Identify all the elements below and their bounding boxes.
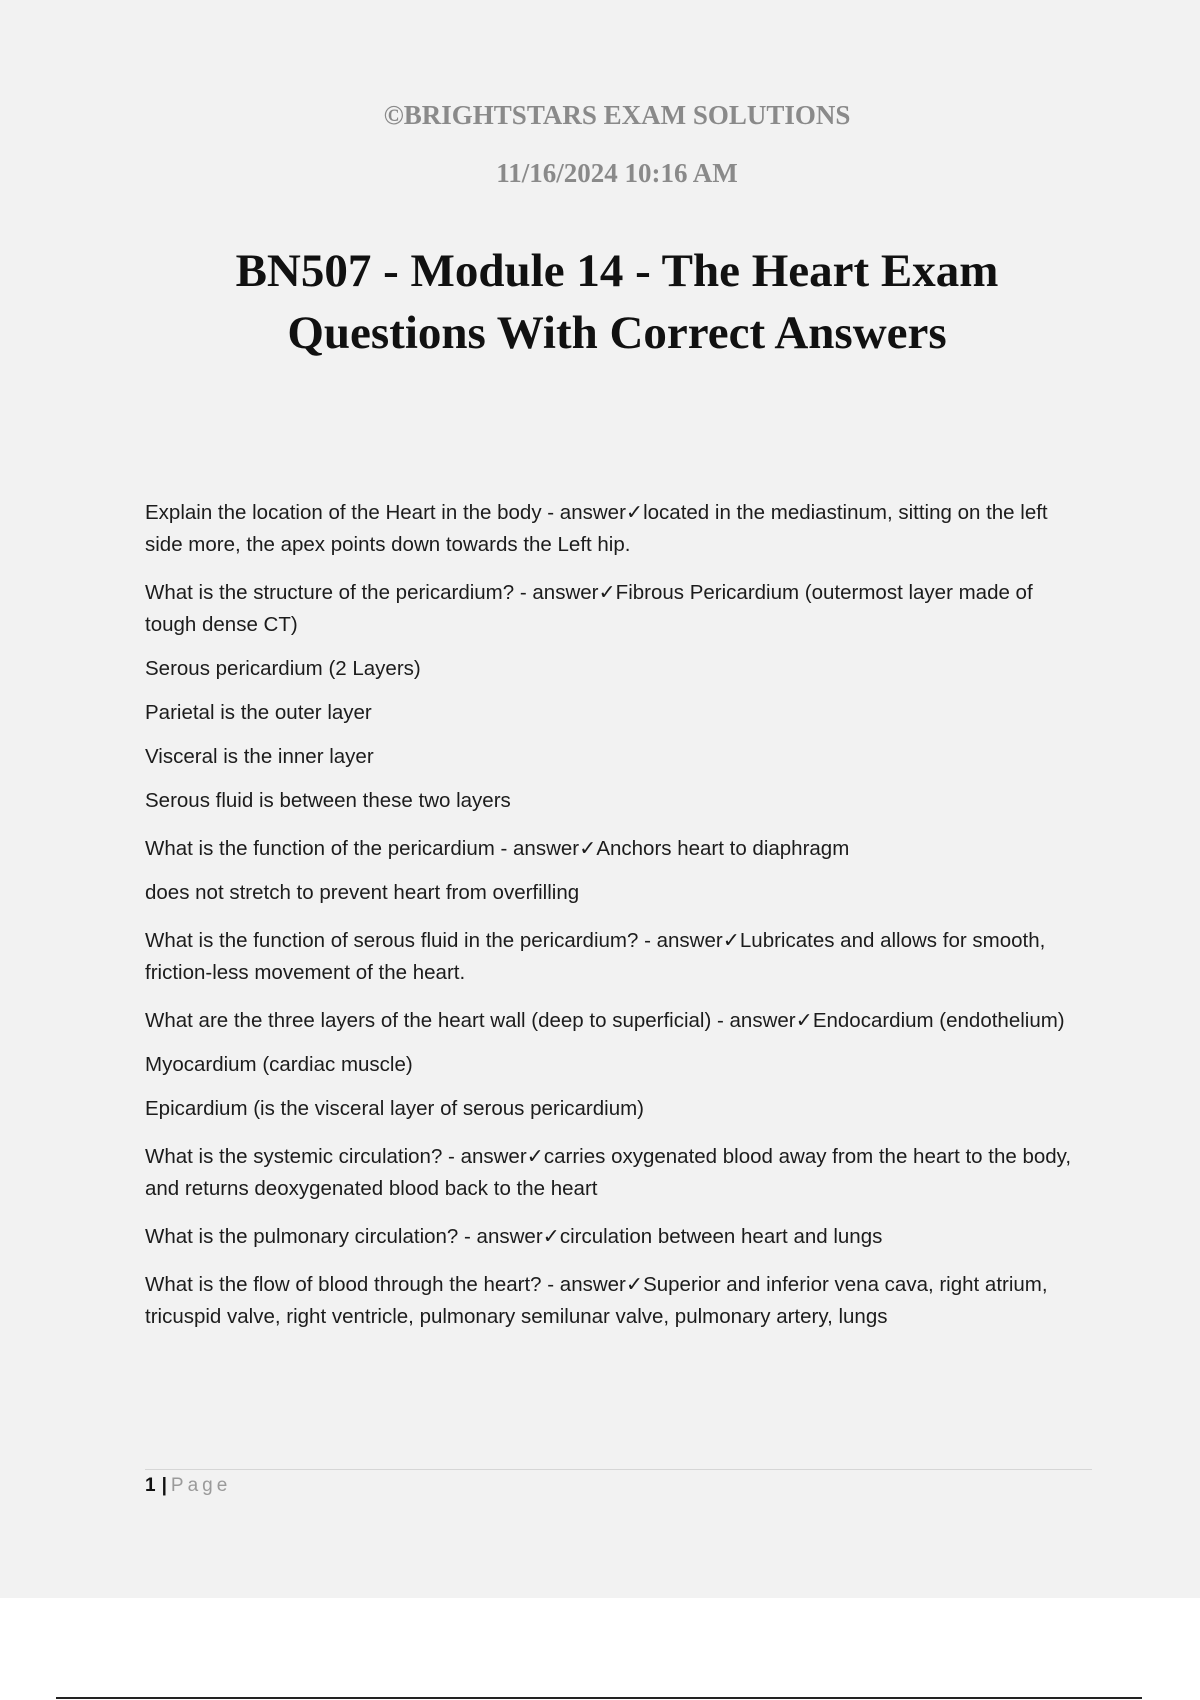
document-title: BN507 - Module 14 - The Heart Exam Questions With Correct Answers	[235, 245, 999, 359]
qa-list	[145, 496, 1075, 1348]
checkmark-icon: ✓	[795, 1008, 813, 1032]
next-page-divider	[56, 1697, 1142, 1699]
page-footer	[145, 1472, 231, 1500]
checkmark-icon: ✓	[542, 1224, 560, 1248]
answer-text: Superior and inferior vena cava, right atrium, tricuspid valve, right ventricle, pulmonary semilunar valve, pulmonary artery, lungs	[145, 1273, 1048, 1328]
qa-item	[145, 1220, 1075, 1253]
checkmark-icon: ✓	[598, 580, 616, 604]
answer-text: carries oxygenated blood away from the heart to the body, and returns deoxygenated blood back to the heart	[145, 1145, 1072, 1200]
answer-text: Anchors heart to diaphragm	[596, 837, 850, 860]
qa-item	[145, 832, 1075, 865]
qa-continuation-line: Serous fluid is between these two layers	[145, 789, 511, 812]
answer-text: Fibrous Pericardium (outermost layer made of tough dense CT)	[145, 581, 1033, 636]
question-text: What is the flow of blood through the heart?	[145, 1273, 542, 1296]
qa-item	[145, 1268, 1075, 1333]
qa-item	[145, 924, 1075, 989]
qa-item	[145, 496, 1075, 561]
question-text: What is the structure of the pericardium?	[145, 581, 515, 604]
checkmark-icon: ✓	[526, 1144, 544, 1168]
answer-marker: - answer	[711, 1009, 796, 1032]
qa-continuation-line: Epicardium (is the visceral layer of serous pericardium)	[145, 1097, 645, 1120]
question-text: What is the systemic circulation?	[145, 1145, 443, 1168]
footer-divider	[145, 1469, 1092, 1470]
qa-item	[145, 1004, 1075, 1037]
qa-continuation-line: Parietal is the outer layer	[145, 701, 372, 724]
page-separator: |	[161, 1475, 167, 1496]
answer-text: Endocardium (endothelium)	[812, 1009, 1065, 1032]
page-label: Page	[170, 1475, 232, 1496]
qa-continuation-line: Myocardium (cardiac muscle)	[145, 1053, 413, 1076]
answer-marker: - answer	[541, 501, 626, 524]
question-text: What is the function of the pericardium	[145, 837, 495, 860]
answer-marker: - answer	[638, 929, 723, 952]
answer-marker: - answer	[541, 1273, 626, 1296]
answer-marker: - answer	[458, 1225, 543, 1248]
question-text: What are the three layers of the heart wall (deep to superficial)	[145, 1009, 712, 1032]
checkmark-icon: ✓	[722, 928, 740, 952]
question-text: What is the pulmonary circulation?	[145, 1225, 459, 1248]
document-header	[0, 96, 1200, 212]
page-number: 1	[145, 1475, 156, 1496]
question-text: What is the function of serous fluid in the pericardium?	[145, 929, 639, 952]
qa-item	[145, 576, 1075, 641]
qa-continuation-line: Serous pericardium (2 Layers)	[145, 657, 421, 680]
answer-text: located in the mediastinum, sitting on the left side more, the apex points down towards the Left hip.	[145, 501, 1048, 556]
timestamp: 11/16/2024 10:16 AM	[496, 158, 738, 188]
copyright-notice: ©BRIGHTSTARS EXAM SOLUTIONS	[383, 100, 851, 130]
qa-item	[145, 1140, 1075, 1205]
answer-text: circulation between heart and lungs	[559, 1225, 883, 1248]
checkmark-icon: ✓	[579, 836, 597, 860]
answer-marker: - answer	[494, 837, 580, 860]
question-text: Explain the location of the Heart in the body	[145, 501, 542, 524]
answer-marker: - answer	[514, 581, 599, 604]
qa-continuation-line: does not stretch to prevent heart from overfilling	[145, 881, 580, 904]
answer-text: Lubricates and allows for smooth, friction-less movement of the heart.	[145, 929, 1046, 984]
qa-continuation-line: Visceral is the inner layer	[145, 745, 374, 768]
answer-marker: - answer	[442, 1145, 527, 1168]
checkmark-icon: ✓	[625, 500, 644, 524]
checkmark-icon: ✓	[625, 1272, 644, 1296]
